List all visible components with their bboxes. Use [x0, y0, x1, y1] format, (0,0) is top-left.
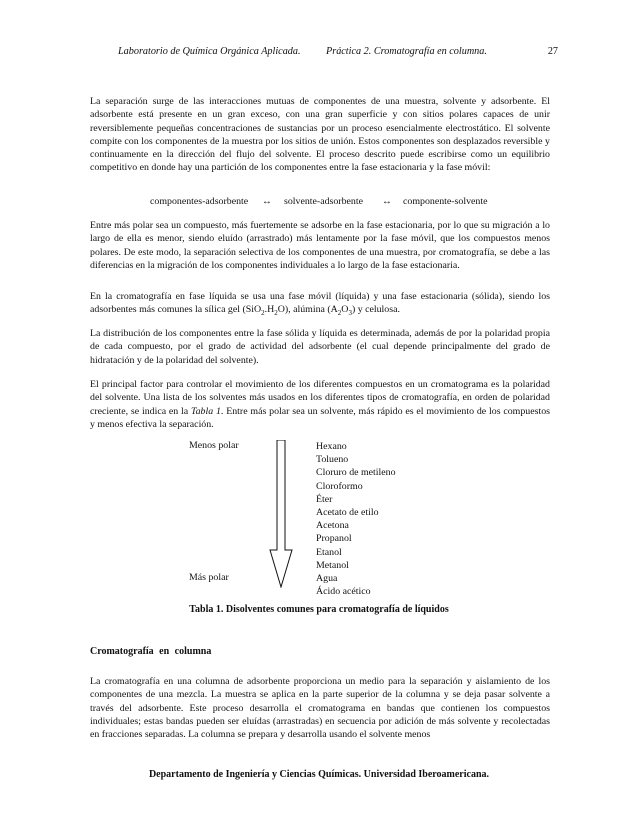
- solvent-item: Hexano: [316, 441, 347, 452]
- solvent-item: Acetato de etilo: [316, 507, 379, 519]
- solvent-item: Propanol: [316, 533, 352, 545]
- solvent-item: Cloroformo: [316, 480, 363, 492]
- page-number: 27: [547, 46, 558, 57]
- solvent-item: Metanol: [316, 559, 349, 571]
- equation-term-solvent-adsorbent: solvente-adsorbente: [284, 196, 363, 207]
- paragraph-liquid-phase: En la cromatografía en fase líquida se usa una fase móvil (líquida) y una fase estacionaria (sólida), siendo los adsorbentes más comunes la sílica gel $(SiO_2.H_2O)$, alúmina $(A_2O_3)$ y celulosa.: [90, 291, 550, 318]
- paragraph-separation: La separación surge de las interacciones mutuas de componentes de una muestra, solvente y adsorbente. El adsorbente está presente en un gran exceso, con una gran superficie y con sitios polares capaces de unir reversiblemente pequeñas concentraciones de sustancias por un proceso esencialmente electrostático. El solvente compite con los componentes de la muestra por los sitios de unión. Estos componentes son desplazados reversible y continuamente en la dirección del flujo del solvente. El proceso descrito puede escribirse como un equilibrio competitivo en donde hay una partición de los componentes entre la fase estacionaria y la fase móvil:: [90, 96, 550, 174]
- solvent-item: Agua: [316, 573, 338, 585]
- polarity-arrow-icon: [268, 440, 294, 588]
- label-more-polar: Más polar: [189, 572, 229, 583]
- page-footer: Departamento de Ingeniería y Ciencias Químicas. Universidad Iberoamericana.: [148, 769, 490, 780]
- paragraph-distribution: La distribución de los componentes entre la fase sólida y líquida es determinada, además de por la polaridad propia de cada compuesto, por el grado de actividad del adsorbente (el cual depende principalmente del grado de hidratación y de la polaridad del solvente).: [90, 328, 550, 366]
- header-course: Laboratorio de Química Orgánica Aplicada.: [118, 46, 301, 57]
- solvent-item: Cloruro de metileno: [316, 467, 396, 479]
- equilibrium-arrow-icon: ↔: [382, 196, 392, 207]
- equation-term-components-adsorbent: componentes-adsorbente: [150, 196, 249, 207]
- solvent-list: [316, 440, 396, 598]
- header-practice: Práctica 2. Cromatografía en columna.: [326, 46, 487, 57]
- solvent-item: Acetona: [316, 520, 349, 532]
- solvent-item: Éter: [316, 493, 333, 505]
- table-caption: Tabla 1. Disolventes comunes para cromatografía de líquidos: [189, 604, 449, 615]
- label-less-polar: Menos polar: [189, 440, 239, 451]
- paragraph-polarity: Entre más polar sea un compuesto, más fuertemente se adsorbe en la fase estacionaria, por lo que su migración a lo largo de ella es menor, siendo eluído (arrastrado) más lentamente por la fase móvil, que los compuestos menos polares. De este modo, la separación selectiva de los componentes de una muestra, por cromatografía, se debe a las diferencias en la migración de los componentes individuales a lo largo de la fase estacionaria.: [90, 220, 550, 271]
- equation-term-component-solvent: componente-solvente: [403, 196, 488, 207]
- paragraph-column-chromatography: La cromatografía en una columna de adsorbente proporciona un medio para la separación y aislamiento de los componentes de una mezcla. La muestra se aplica en la parte superior de la columna y se deja pasar solvente a través del adsorbente. Este proceso desarrolla el cromatograma en bandas que contienen los compuestos individuales; estas bandas pueden ser eluídas (arrastradas) en secuencia por adición de más solvente y recolectadas en fracciones separadas. La columna se prepara y desarrolla usando el solvente menos: [90, 676, 550, 741]
- paragraph-solvent-factor: El principal factor para controlar el movimiento de los diferentes compuestos en un cromatograma es la polaridad del solvente. Una lista de los solventes más usados en los diferentes tipos de cromatografía, en orden de polaridad creciente, se indica en la Tabla 1. Entre más polar sea un solvente, más rápido es el movimiento de los compuestos y menos efectiva la separación.: [90, 379, 550, 430]
- section-title: Cromatografía en columna: [90, 646, 212, 657]
- solvent-item: Ácido acético: [316, 586, 371, 598]
- equilibrium-arrow-icon: ↔: [262, 196, 272, 207]
- solvent-item: Etanol: [316, 546, 342, 558]
- solvent-item: Tolueno: [316, 454, 349, 466]
